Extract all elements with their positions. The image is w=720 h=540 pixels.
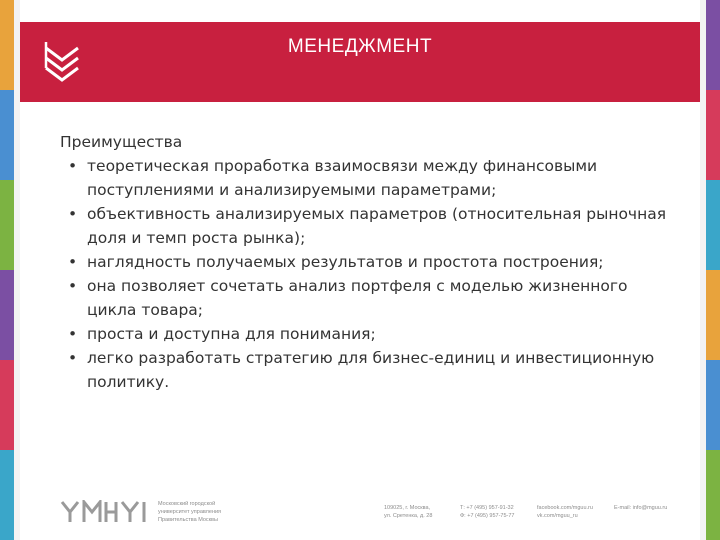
stripe-segment <box>706 360 720 450</box>
slide <box>14 0 706 540</box>
stripe-segment <box>706 180 720 270</box>
org-name <box>158 500 221 524</box>
org-line: Правительства Москвы <box>158 517 218 523</box>
university-logo <box>60 500 150 524</box>
stripe-segment <box>0 450 14 540</box>
list-item <box>60 274 680 322</box>
title-banner <box>20 22 700 102</box>
bullet-icon: • <box>68 349 78 367</box>
footer <box>20 495 700 535</box>
stripe-segment <box>706 90 720 180</box>
stripe-segment <box>0 360 14 450</box>
list-item-text: объективность анализируемых параметров (относительная рыночная доля и темп роста рынка); <box>87 205 667 247</box>
address-line: ул. Сретенка, д. 28 <box>384 513 433 519</box>
list-item-text: теоретическая проработка взаимосвязи между финансовыми поступлениями и анализируемыми параметрами; <box>87 157 598 199</box>
bullet-icon: • <box>68 205 78 223</box>
footer-phone <box>460 504 514 520</box>
list-item <box>60 202 680 250</box>
list-item-text: проста и доступна для понимания; <box>87 325 376 343</box>
slide-content <box>60 130 680 394</box>
org-line: Московский городской <box>158 501 216 507</box>
list-item <box>60 154 680 202</box>
stripe-segment <box>706 270 720 360</box>
footer-email[interactable]: E-mail: info@mguu.ru <box>614 505 668 511</box>
social-link[interactable]: vk.com/mguu_ru <box>537 513 578 519</box>
stripe-segment <box>0 180 14 270</box>
org-line: университет управления <box>158 509 222 515</box>
stripe-segment <box>706 450 720 540</box>
right-color-stripe <box>706 0 720 540</box>
list-item <box>60 250 680 274</box>
list-item <box>60 346 680 394</box>
bullet-icon: • <box>68 277 78 295</box>
list-item-text: она позволяет сочетать анализ портфеля с моделью жизненного цикла товара; <box>87 277 628 319</box>
stripe-segment <box>0 270 14 360</box>
footer-social <box>537 504 593 520</box>
bullet-icon: • <box>68 325 78 343</box>
phone-line: Т: +7 (495) 957-91-32 <box>460 505 514 511</box>
bullet-icon: • <box>68 253 78 271</box>
phone-line: Ф: +7 (495) 957-75-77 <box>460 513 515 519</box>
stripe-segment <box>0 90 14 180</box>
advantages-list <box>60 154 680 394</box>
slide-title: МЕНЕДЖМЕНТ <box>287 36 433 57</box>
stripe-segment <box>706 0 720 90</box>
list-item-text: легко разработать стратегию для бизнес-единиц и инвестиционную политику. <box>87 349 655 391</box>
slide-card <box>20 0 700 540</box>
list-item-text: наглядность получаемых результатов и простота построения; <box>87 253 604 271</box>
left-color-stripe <box>0 0 14 540</box>
bullet-icon: • <box>68 157 78 175</box>
section-heading: Преимущества <box>60 133 183 151</box>
footer-address <box>384 504 432 520</box>
stripe-segment <box>0 0 14 90</box>
social-link[interactable]: facebook.com/mguu.ru <box>537 505 593 511</box>
list-item <box>60 322 680 346</box>
address-line: 109025, г. Москва, <box>384 505 431 511</box>
